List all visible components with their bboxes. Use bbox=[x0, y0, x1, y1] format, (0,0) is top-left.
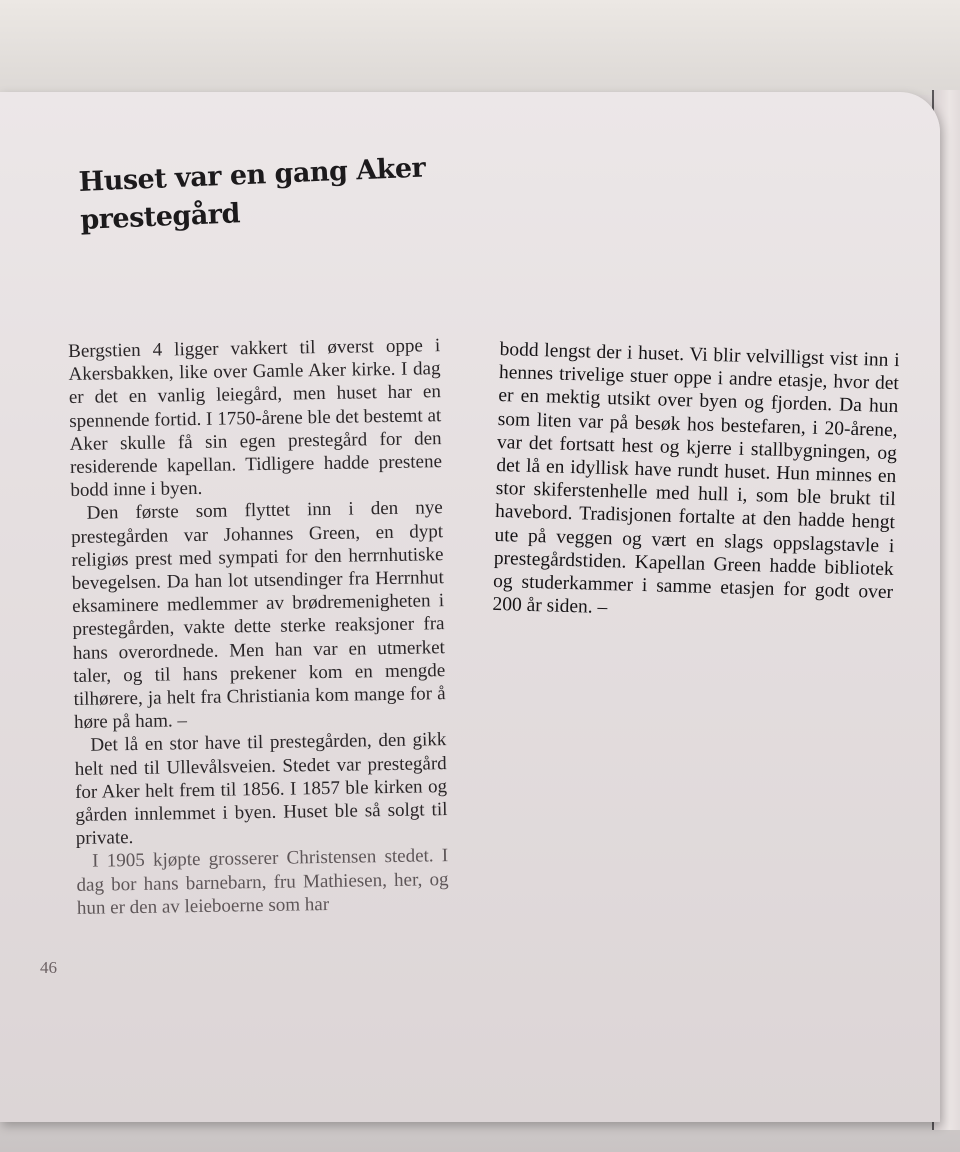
book-page bbox=[0, 92, 940, 1122]
page-title: Huset var en gang Aker prestegård bbox=[78, 152, 426, 236]
paragraph: Bergstien 4 ligger vakkert til øverst oppe i Akersbakken, like over Gamle Aker kirke. I dag er det en vanlig leiegård, men huset har en spennende fortid. I 1750-årene ble det bestemt at Aker skulle få sin egen prestegård for den residerende kapellan. Tidligere hadde prestene bodd inne i byen. bbox=[68, 335, 443, 502]
paragraph: bodd lengst der i huset. Vi blir velvilligst vist inn i hennes trivelige stuer oppe i andre etasje, hvor det er en mektig utsikt over byen og fjorden. Da hun som liten var på besøk hos bestefaren, i 20-årene, var det fortsatt hest og kjerre i stallbygningen, og det lå en idyllisk have rundt huset. Hun minnes en stor skiferstenhelle med hull i, som ble brukt til havebord. Tradisjonen fortalte at den hadde hengt ute på veggen og vært en slags oppslagstavle i prestegårdstiden. Kapellan Green hadde bibliotek og studerkammer i samme etasjen for godt over 200 år siden. – bbox=[492, 338, 900, 619]
page-number: 46 bbox=[40, 958, 57, 977]
paragraph: Det lå en stor have til prestegården, den gikk helt ned til Ullevålsveien. Stedet var prestegård for Aker helt frem til 1856. I 1857 ble kirken og gården innlemmet i byen. Huset ble så solgt til private. bbox=[74, 729, 448, 850]
paragraph: I 1905 kjøpte grosserer Christensen stedet. I dag bor hans barnebarn, fru Mathiesen, her, og hun er den av leieboerne som har bbox=[76, 845, 449, 919]
paragraph: Den første som flyttet inn i den nye prestegården var Johannes Green, en dypt religiøs prest med sympati for den herrnhutiske bevegelsen. Da han lot utsendinger fra Herrnhut eksaminere medlemmer av brødremenigheten i prestegården, vakte dette sterke reaksjoner fra hans overordnede. Men han var en utmerket taler, og til hans prekener kom en mengde tilhørere, ja helt fra Christiania kom mange for å høre på ham. – bbox=[70, 497, 446, 734]
left-text-column bbox=[68, 334, 449, 920]
background-top bbox=[0, 0, 960, 95]
right-text-column bbox=[492, 338, 900, 627]
